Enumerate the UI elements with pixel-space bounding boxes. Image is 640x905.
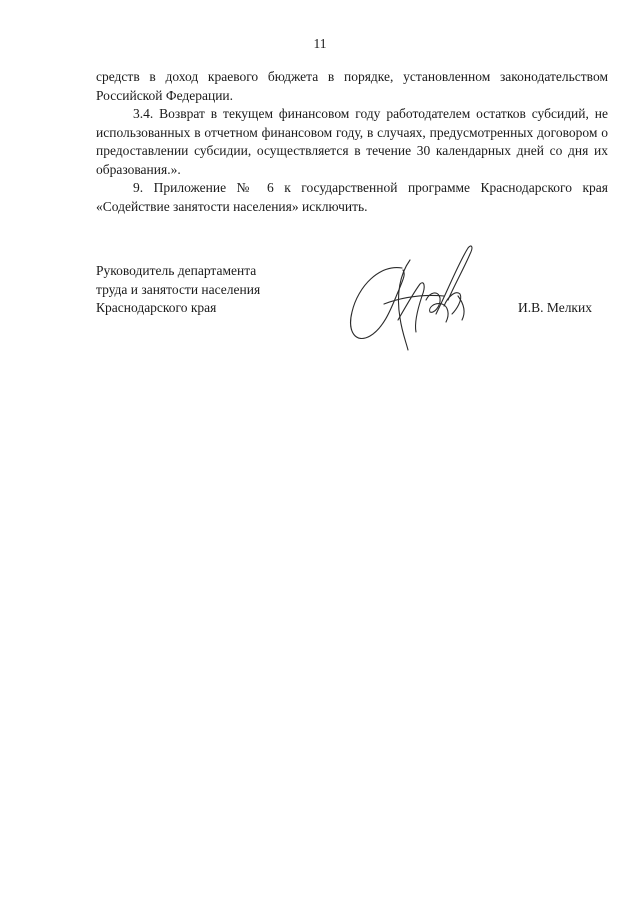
handwritten-signature [340, 234, 490, 364]
paragraph-continuation: средств в доход краевого бюджета в порядке, установленном законодательством Российской Федерации. [96, 69, 608, 103]
signatory-position-line: Руководитель департамента [96, 263, 257, 278]
paragraph-3-4: 3.4. Возврат в текущем финансовом году работодателем остатков субсидий, не использованных в отчетном финансовом году, в случаях, предусмотренных договором о предоставлении субсидии, осуществляется в течение 30 календарных дней со дня их образования.». [96, 106, 608, 177]
document-body [96, 68, 608, 216]
paragraph-9: 9. Приложение № 6 к государственной программе Краснодарского края «Содействие занятости населения» исключить. [96, 180, 608, 214]
page-number: 11 [313, 36, 327, 51]
signatory-position-line: Краснодарского края [96, 300, 217, 315]
signatory-position-line: труда и занятости населения [96, 281, 261, 297]
signatory-position [96, 262, 260, 318]
signatory-name: И.В. Мелких [518, 300, 592, 315]
